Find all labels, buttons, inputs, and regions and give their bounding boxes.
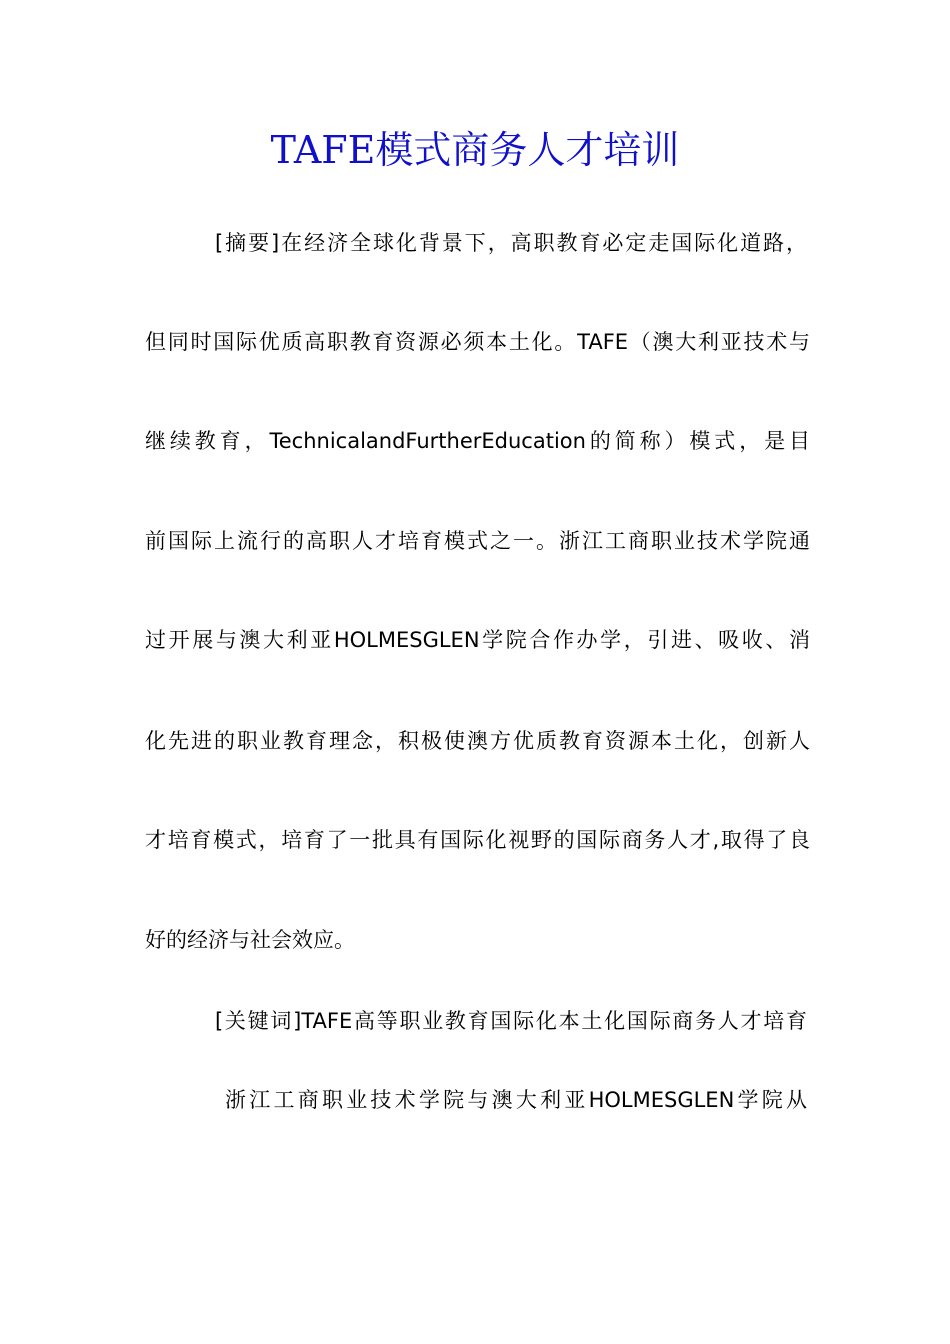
abstract-line-8: 好的经济与社会效应。 <box>145 928 355 952</box>
abstract-line-3: 继续教育，TechnicalandFurtherEducation的简称）模式，是目 <box>145 429 810 453</box>
keywords-line: [关键词]TAFE高等职业教育国际化本土化国际商务人才培育 <box>215 1009 807 1033</box>
abstract-line-1: [摘要]在经济全球化背景下，高职教育必定走国际化道路， <box>215 231 807 255</box>
document-title: TAFE模式商务人才培训 <box>270 128 680 172</box>
abstract-line-4: 前国际上流行的高职人才培育模式之一。浙江工商职业技术学院通 <box>145 529 810 553</box>
abstract-line-7: 才培育模式，培育了一批具有国际化视野的国际商务人才,取得了良 <box>145 828 810 852</box>
abstract-line-5: 过开展与澳大利亚HOLMESGLEN学院合作办学，引进、吸收、消 <box>145 628 810 652</box>
body-paragraph-line: 浙江工商职业技术学院与澳大利亚HOLMESGLEN学院从 <box>225 1088 807 1112</box>
abstract-line-2: 但同时国际优质高职教育资源必须本土化。TAFE（澳大利亚技术与 <box>145 330 810 354</box>
abstract-line-6: 化先进的职业教育理念，积极使澳方优质教育资源本土化，创新人 <box>145 729 810 753</box>
